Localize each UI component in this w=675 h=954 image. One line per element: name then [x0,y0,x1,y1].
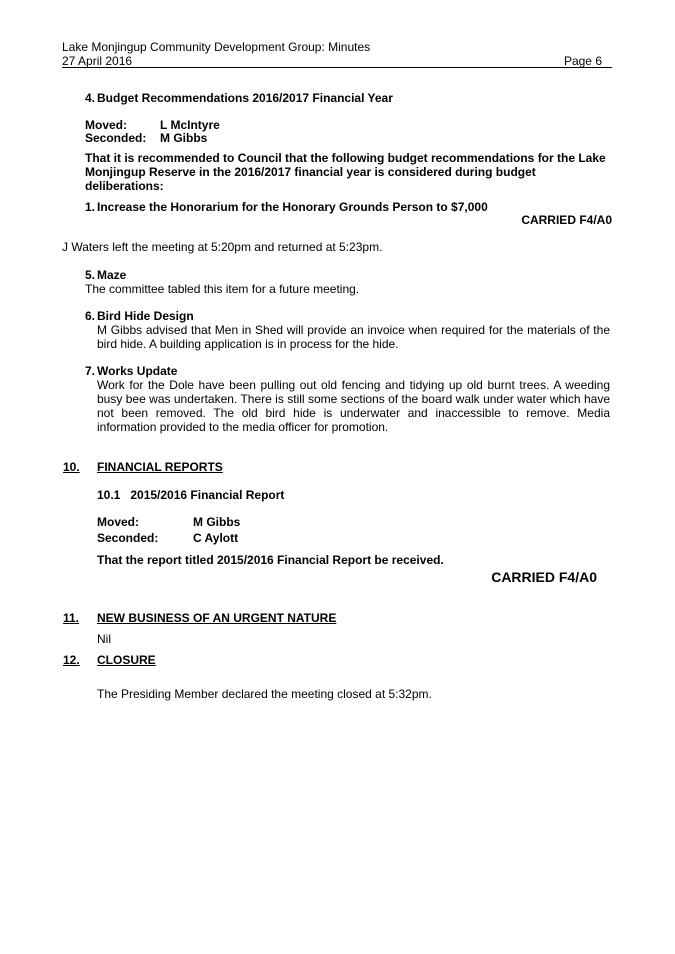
section-11-number: 11. [63,611,80,625]
item-4-moved-label: Moved: [85,118,127,132]
meeting-date: 27 April 2016 [62,54,133,68]
item-4-title: Budget Recommendations 2016/2017 Financial Year [97,91,393,105]
item-5-number: 5. [85,268,96,282]
item-7-number: 7. [85,364,96,378]
item-4-seconded-label: Seconded: [85,131,147,145]
item-6-number: 6. [85,309,96,323]
section-11-text: Nil [97,632,111,646]
section-11-title: NEW BUSINESS OF AN URGENT NATURE [97,611,337,625]
section-10-number: 10. [63,460,80,474]
section-10-seconded-value: C Aylott [193,531,239,545]
item-7-title: Works Update [97,364,178,378]
item-7-text: Work for the Dole have been pulling out old fencing and tidying up old burnt trees. A weeding busy bee was undertaken. There is still some sections of the board walk under water which have not been removed. The old bird hide is underwater and inaccessible to remove. Media information provided to the media officer for promotion. [97,378,610,434]
item-4-moved-value: L McIntyre [160,118,220,132]
item-4-number: 4. [85,91,96,105]
section-10-moved-value: M Gibbs [193,515,241,529]
page-number: Page 6 [563,54,602,68]
attendance-note: J Waters left the meeting at 5:20pm and returned at 5:23pm. [62,240,383,254]
section-10-carried: CARRIED F4/A0 [491,569,597,585]
header-divider [62,67,612,68]
section-10-seconded-label: Seconded: [97,531,159,545]
item-4-resolution: That it is recommended to Council that the following budget recommendations for the Lake Monjingup Reserve in the 2016/2017 financial year is considered during budget deliberations: [85,151,606,193]
section-10-resolution: That the report titled 2015/2016 Financial Report be received. [97,553,444,567]
item-6-title: Bird Hide Design [97,309,194,323]
section-12-text: The Presiding Member declared the meeting closed at 5:32pm. [97,687,432,701]
section-10-1-heading: 10.1 2015/2016 Financial Report [97,488,285,502]
section-10-title: FINANCIAL REPORTS [97,460,223,474]
item-5-text: The committee tabled this item for a future meeting. [85,282,360,296]
item-4-sub-text: Increase the Honorarium for the Honorary Grounds Person to $7,000 [97,200,488,214]
section-10-moved-label: Moved: [97,515,139,529]
item-4-seconded-value: M Gibbs [160,131,208,145]
item-6-text: M Gibbs advised that Men in Shed will provide an invoice when required for the materials of the bird hide. A building application is in process for the hide. [97,323,610,351]
section-12-title: CLOSURE [97,653,156,667]
document-title: Lake Monjingup Community Development Group: Minutes [62,40,371,54]
item-4-sub-number: 1. [85,200,96,214]
item-5-title: Maze [97,268,127,282]
item-4-carried: CARRIED F4/A0 [521,213,612,227]
section-12-number: 12. [63,653,80,667]
